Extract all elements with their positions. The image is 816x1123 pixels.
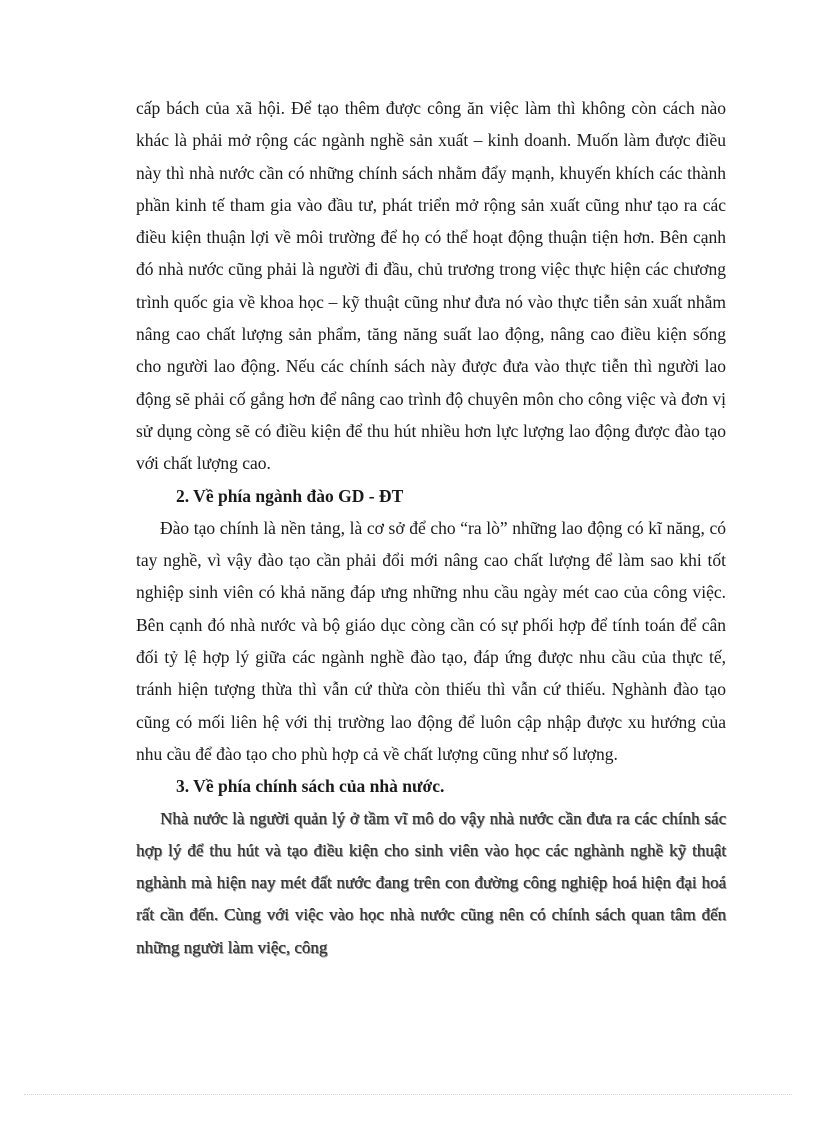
page-bottom-divider xyxy=(24,1094,792,1095)
section-heading-education-sector: 2. Về phía ngành đào GD - ĐT xyxy=(176,485,404,506)
document-body xyxy=(136,92,726,964)
paragraph-education-sector: Đào tạo chính là nền tảng, là cơ sở để cho “ra lò” những lao động có kĩ năng, có tay nghề, vì vậy đào tạo cần phải đổi mới nâng cao chất lượng để làm sao khi tốt nghiệp sinh viên có khả năng đáp ưng những nhu cầu ngày mét cao của công việc. Bên cạnh đó nhà nước và bộ giáo dục còng cần có sự phối hợp để tính toán để cân đối tỷ lệ hợp lý giữa các ngành nghề đào tạo, đáp ứng được nhu cầu của thực tế, tránh hiện tượng thừa thì vẫn cứ thừa còn thiếu thì vẫn cứ thiếu. Nghành đào tạo cũng có mối liên hệ với thị trường lao động để luôn cập nhập được xu hướng của nhu cầu để đào tạo cho phù hợp cả về chất lượng cũng như số lượng. xyxy=(136,517,726,764)
paragraph-state-policy: Nhà nước là người quản lý ở tầm vĩ mô do vậy nhà nước cần đưa ra các chính sác hợp lý để thu hút và tạo điều kiện cho sinh viên vào học các nghành nghề kỹ thuật nghành mà hiện nay mét đất nước đang trên con đường công nghiệp hoá hiện đại hoá rất cần đến. Cùng với việc vào học nhà nước cũng nên có chính sách quan tâm đến những người làm việc, công xyxy=(136,808,726,957)
paragraph-employment-policy: cấp bách của xã hội. Để tạo thêm được công ăn việc làm thì không còn cách nào khác là phải mở rộng các ngành nghề sản xuất – kinh doanh. Muốn làm được điều này thì nhà nước cần có những chính sách nhằm đẩy mạnh, khuyến khích các thành phần kinh tế tham gia vào đầu tư, phát triển mở rộng sản xuất cũng như tạo ra các điều kiện thuận lợi về môi trường để họ có thể hoạt động thuận tiện hơn. Bên cạnh đó nhà nước cũng phải là người đi đầu, chủ trương trong việc thực hiện các chương trình quốc gia về khoa học – kỹ thuật cũng như đưa nó vào thực tiễn sản xuất nhằm nâng cao chất lượng sản phẩm, tăng năng suất lao động, nâng cao điều kiện sống cho người lao động. Nếu các chính sách này được đưa vào thực tiễn thì người lao động sẽ phải cố gắng hơn để nâng cao trình độ chuyên môn cho công việc và đơn vị sử dụng còng sẽ có điều kiện để thu hút nhiều hơn lực lượng lao động được đào tạo với chất lượng cao. xyxy=(136,98,726,474)
section-heading-state-policy: 3. Về phía chính sách của nhà nước. xyxy=(176,776,445,797)
